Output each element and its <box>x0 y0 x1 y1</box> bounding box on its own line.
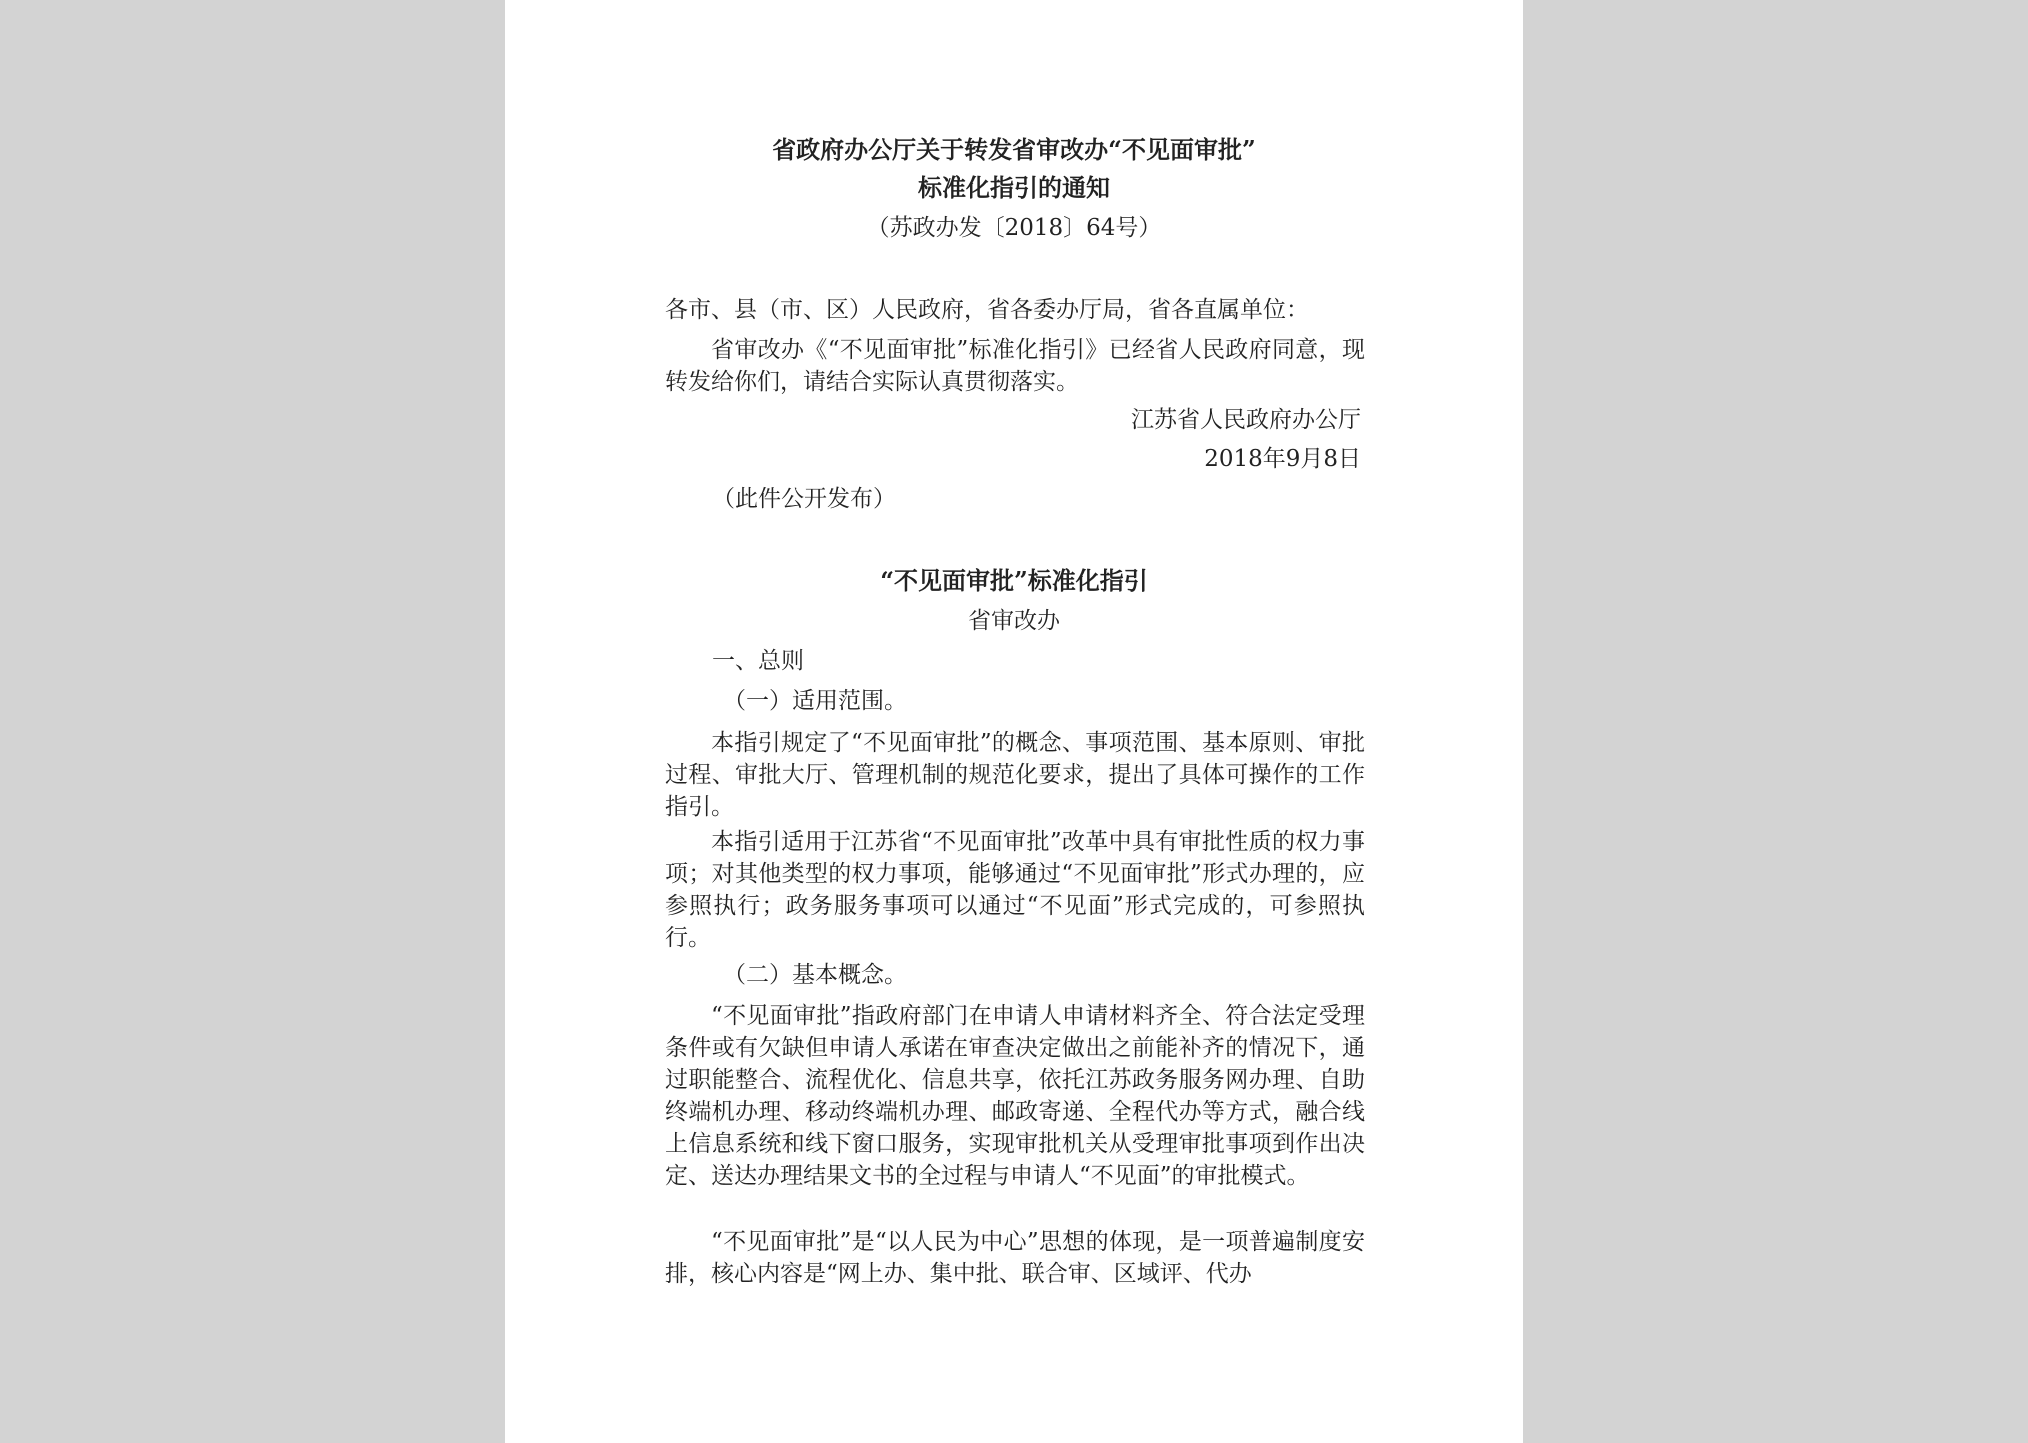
guideline-title: “不见面审批”标准化指引 <box>880 566 1148 595</box>
document-page <box>505 0 1523 1443</box>
paragraph-scope-2: 本指引适用于江苏省“不见面审批”改革中具有审批性质的权力事项；对其他类型的权力事项，能够通过“不见面审批”形式办理的，应参照执行；政务服务事项可以通过“不见面”形式完成的，可参照执行。 <box>665 829 1365 951</box>
addressee: 各市、县（市、区）人民政府，省各委办厅局，省各直属单位： <box>665 297 1309 323</box>
guideline-author: 省审改办 <box>968 608 1060 634</box>
publish-note: （此件公开发布） <box>712 486 896 512</box>
doc-number: （苏政办发〔2018〕64号） <box>866 215 1162 241</box>
section-heading: 一、总则 <box>712 648 804 674</box>
paragraph-concept-2: “不见面审批”是“以人民为中心”思想的体现，是一项普遍制度安排，核心内容是“网上办、集中批、联合审、区域评、代办 <box>665 1229 1365 1287</box>
notice-title-line1: 省政府办公厅关于转发省审改办“不见面审批” <box>772 135 1256 164</box>
notice-body: 省审改办《“不见面审批”标准化指引》已经省人民政府同意，现转发给你们，请结合实际认真贯彻落实。 <box>665 337 1365 395</box>
paragraph-concept-1: “不见面审批”指政府部门在申请人申请材料齐全、符合法定受理条件或有欠缺但申请人承诺在审查决定做出之前能补齐的情况下，通过职能整合、流程优化、信息共享，依托江苏政务服务网办理、自助终端机办理、移动终端机办理、邮政寄递、全程代办等方式，融合线上信息系统和线下窗口服务，实现审批机关从受理审批事项到作出决定、送达办理结果文书的全过程与申请人“不见面”的审批模式。 <box>665 1003 1365 1189</box>
subsection-heading-2: （二）基本概念。 <box>723 962 907 988</box>
issue-date: 2018年9月8日 <box>1204 446 1361 472</box>
paragraph-scope-1: 本指引规定了“不见面审批”的概念、事项范围、基本原则、审批过程、审批大厅、管理机制的规范化要求，提出了具体可操作的工作指引。 <box>665 730 1365 820</box>
notice-title-line2: 标准化指引的通知 <box>918 173 1110 202</box>
issuer: 江苏省人民政府办公厅 <box>1131 407 1361 433</box>
subsection-heading-1: （一）适用范围。 <box>723 688 907 714</box>
